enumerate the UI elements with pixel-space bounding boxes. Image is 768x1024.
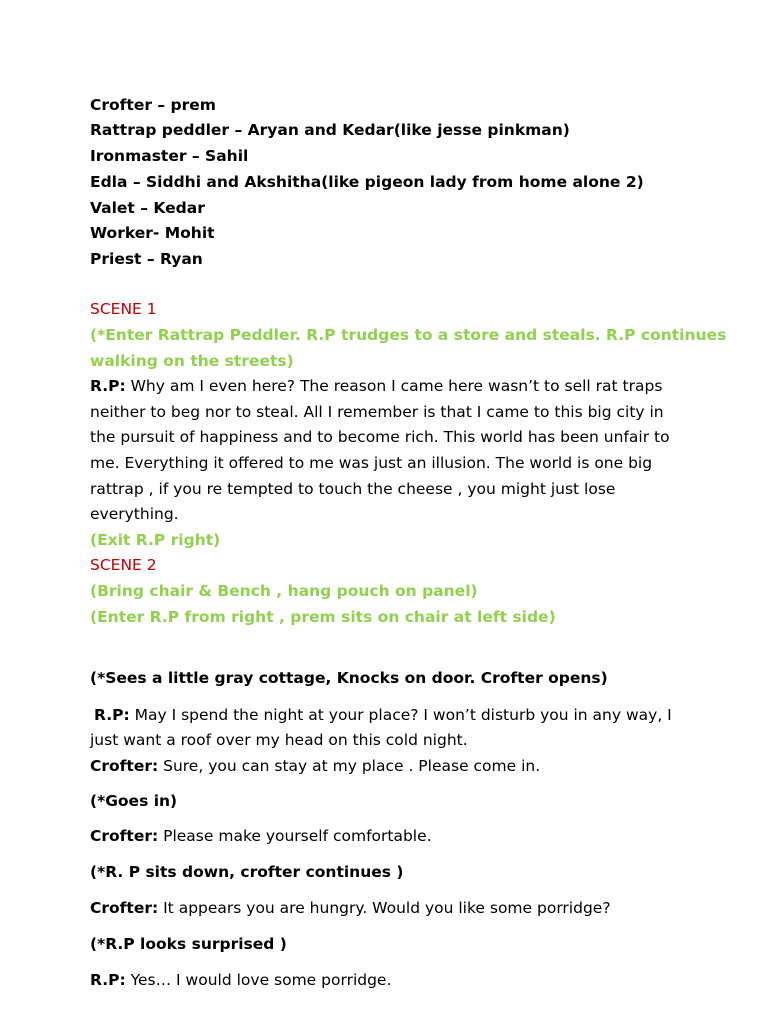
dialogue-line <box>90 970 391 990</box>
action-line: (*Sees a little gray cottage, Knocks on door. Crofter opens) <box>90 669 608 687</box>
speech-text: Why am I even here? The reason I came here wasn’t to sell rat traps <box>125 377 663 395</box>
speech-text: Sure, you can stay at my place . Please come in. <box>158 757 541 775</box>
speech-text: me. Everything it offered to me was just an illusion. The world is one big <box>90 454 653 472</box>
stage-direction: walking on the streets) <box>90 352 294 370</box>
action-line: (*R.P looks surprised ) <box>90 935 287 953</box>
cast-line: Valet – Kedar <box>90 199 205 217</box>
dialogue-line <box>90 898 611 918</box>
dialogue-line <box>90 826 432 846</box>
stage-direction: (Bring chair & Bench , hang pouch on panel) <box>90 582 478 600</box>
dialogue-line <box>90 756 540 776</box>
speaker-name: Crofter: <box>90 757 159 775</box>
dialogue-line <box>94 705 672 725</box>
speech-text: Yes… I would love some porridge. <box>125 971 392 989</box>
speech-text: just want a roof over my head on this cold night. <box>90 731 468 749</box>
speech-text: May I spend the night at your place? I won’t disturb you in any way, I <box>129 706 672 724</box>
action-line: (*R. P sits down, crofter continues ) <box>90 863 404 881</box>
speaker-name: Crofter: <box>90 899 159 917</box>
stage-direction: (Enter R.P from right , prem sits on chair at left side) <box>90 608 556 626</box>
cast-line: Crofter – prem <box>90 96 216 114</box>
stage-direction: (Exit R.P right) <box>90 531 221 549</box>
cast-line: Worker- Mohit <box>90 224 215 242</box>
cast-line: Edla – Siddhi and Akshitha(like pigeon lady from home alone 2) <box>90 173 644 191</box>
speech-text: It appears you are hungry. Would you like some porridge? <box>158 899 611 917</box>
dialogue-line <box>90 376 662 396</box>
scene-heading: SCENE 2 <box>90 556 157 574</box>
speaker-name: R.P: <box>90 971 126 989</box>
speech-text: the pursuit of happiness and to become rich. This world has been unfair to <box>90 428 670 446</box>
speech-text: neither to beg nor to steal. All I remember is that I came to this big city in <box>90 403 664 421</box>
stage-direction: (*Enter Rattrap Peddler. R.P trudges to a store and steals. R.P continues <box>90 326 727 344</box>
speaker-name: Crofter: <box>90 827 159 845</box>
cast-line: Priest – Ryan <box>90 250 203 268</box>
speech-text: rattrap , if you re tempted to touch the cheese , you might just lose <box>90 480 616 498</box>
speech-text: everything. <box>90 505 179 523</box>
cast-line: Ironmaster – Sahil <box>90 147 249 165</box>
action-line: (*Goes in) <box>90 792 178 810</box>
speaker-name: R.P: <box>94 706 130 724</box>
cast-line: Rattrap peddler – Aryan and Kedar(like jesse pinkman) <box>90 121 570 139</box>
scene-heading: SCENE 1 <box>90 300 157 318</box>
speaker-name: R.P: <box>90 377 126 395</box>
speech-text: Please make yourself comfortable. <box>158 827 432 845</box>
